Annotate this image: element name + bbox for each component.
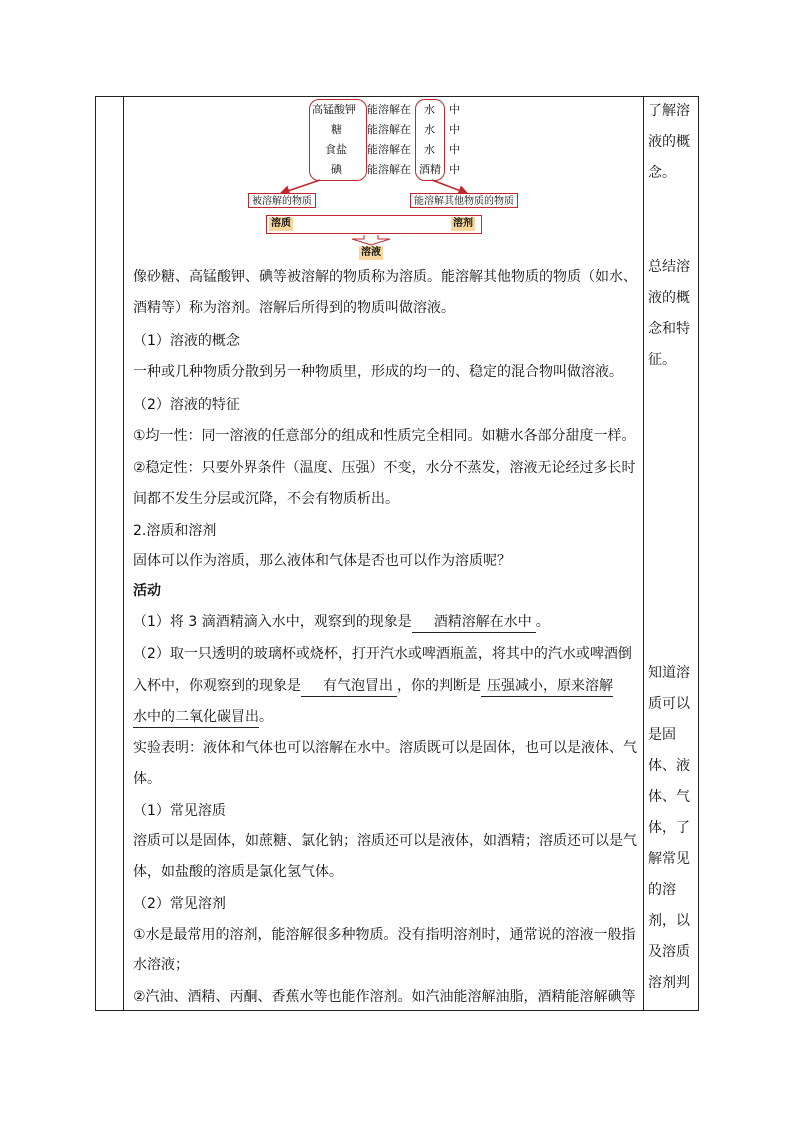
section-heading: 2.溶质和溶剂 <box>133 523 217 539</box>
activity-2-mid: ，你的判断是 <box>397 678 481 694</box>
activity-2-answer-3: 水中的二氧化碳冒出 <box>133 707 259 728</box>
dissolved-substance-label: 被溶解的物质 <box>248 193 316 208</box>
common-solvent-heading: （2）常见溶剂 <box>133 896 226 912</box>
common-solute-line-1: 溶质可以是固体，如蔗糖、氯化钠；溶质还可以是液体，如酒精；溶质还可以是气 <box>133 833 637 849</box>
common-solvent-line-1: ①水是最常用的溶剂，能溶解很多种物质。没有指明溶剂时，通常说的溶液一般指 <box>133 927 636 943</box>
activity-1-end: 。 <box>535 614 550 630</box>
solute-solvent-bar <box>266 215 482 234</box>
table-column-divider <box>643 96 644 1011</box>
feature-stability-1: ②稳定性：只要外界条件（温度、压强）不变，水分不蒸发，溶液无论经过多长时 <box>133 460 636 476</box>
arrow-to-dissolver <box>432 180 466 193</box>
concept-text: 一种或几种物质分散到另一种物质里，形成的均一的、稳定的混合物叫做溶液。 <box>133 364 623 380</box>
note-understand-solution: 了解溶液的概念。 <box>648 103 690 181</box>
dissolver-substance-label: 能溶解其他物质的物质 <box>410 193 518 208</box>
concept-heading: （1）溶液的概念 <box>133 333 240 349</box>
diagram-solvent: 水 <box>424 143 435 156</box>
activity-2-line-2 <box>133 671 638 702</box>
diagram-suffix: 中 <box>449 123 460 136</box>
intro-line-1: 像砂糖、高锰酸钾、碘等被溶解的物质称为溶质。能溶解其他物质的物质（如水、 <box>133 269 637 285</box>
solution-term: 溶液 <box>361 247 381 258</box>
diagram-verb: 能溶解在 <box>367 103 411 116</box>
common-solvent-line-3: ②汽油、酒精、丙酮、香蕉水等也能作溶剂。如汽油能溶解油脂，酒精能溶解碘等 <box>133 989 636 1005</box>
diagram-solvent: 酒精 <box>419 163 441 176</box>
solute-term: 溶质 <box>271 218 291 229</box>
activity-1-answer: 酒精溶解在水中 <box>412 612 536 633</box>
diagram-solute: 高锰酸钾 <box>312 103 356 116</box>
diagram-suffix: 中 <box>449 103 460 116</box>
feature-uniformity: ①均一性：同一溶液的任意部分的组成和性质完全相同。如糖水各部分甜度一样。 <box>133 428 636 444</box>
arrow-to-solution <box>352 235 390 245</box>
diagram-solute: 食盐 <box>325 143 347 156</box>
intro-line-2: 酒精等）称为溶剂。溶解后所得到的物质叫做溶液。 <box>133 300 455 316</box>
diagram-solute: 碘 <box>331 163 342 176</box>
experiment-line-1: 实验表明：液体和气体也可以溶解在水中。溶质既可以是固体，也可以是液体、气 <box>133 740 637 756</box>
common-solute-heading: （1）常见溶质 <box>133 803 226 819</box>
activity-2-answer-2: 压强减小，原来溶解 <box>481 676 613 697</box>
activity-2-answer-1: 有气泡冒出 <box>301 676 397 697</box>
question-text: 固体可以作为溶质，那么液体和气体是否也可以作为溶质呢？ <box>133 553 511 569</box>
table-column-divider <box>123 96 124 1011</box>
solvent-term: 溶剂 <box>453 218 473 229</box>
activity-heading: 活动 <box>133 583 161 599</box>
diagram-solvent: 水 <box>424 123 435 136</box>
feature-heading: （2）溶液的特征 <box>133 397 240 413</box>
activity-2-prompt: 入杯中，你观察到的现象是 <box>133 678 301 694</box>
activity-1 <box>133 607 638 638</box>
activity-2-line-1: （2）取一只透明的玻璃杯或烧杯，打开汽水或啤酒瓶盖，将其中的汽水或啤酒倒 <box>133 646 632 662</box>
activity-1-prompt: （1）将 3 滴酒精滴入水中，观察到的现象是 <box>133 614 412 630</box>
note-know-solute: 知道溶质可以是固体、液体、气体，了解常见的溶剂，以及溶质溶剂判 <box>648 665 690 991</box>
common-solute-line-2: 体，如盐酸的溶质是氯化氢气体。 <box>133 864 343 880</box>
activity-2-line-3 <box>133 702 638 733</box>
diagram-verb: 能溶解在 <box>367 123 411 136</box>
arrow-to-dissolved <box>282 180 320 193</box>
diagram-solute: 糖 <box>331 123 342 136</box>
common-solvent-line-2: 水溶液； <box>133 957 189 973</box>
diagram-solvent: 水 <box>424 103 435 116</box>
diagram-verb: 能溶解在 <box>367 143 411 156</box>
note-summarize-solution: 总结溶液的概念和特征。 <box>648 259 690 368</box>
diagram-verb: 能溶解在 <box>367 163 411 176</box>
diagram-suffix: 中 <box>449 163 460 176</box>
diagram-suffix: 中 <box>449 143 460 156</box>
experiment-line-2: 体。 <box>133 771 161 787</box>
feature-stability-2: 间都不发生分层或沉降，不会有物质析出。 <box>133 491 399 507</box>
activity-2-end: 。 <box>259 709 273 725</box>
